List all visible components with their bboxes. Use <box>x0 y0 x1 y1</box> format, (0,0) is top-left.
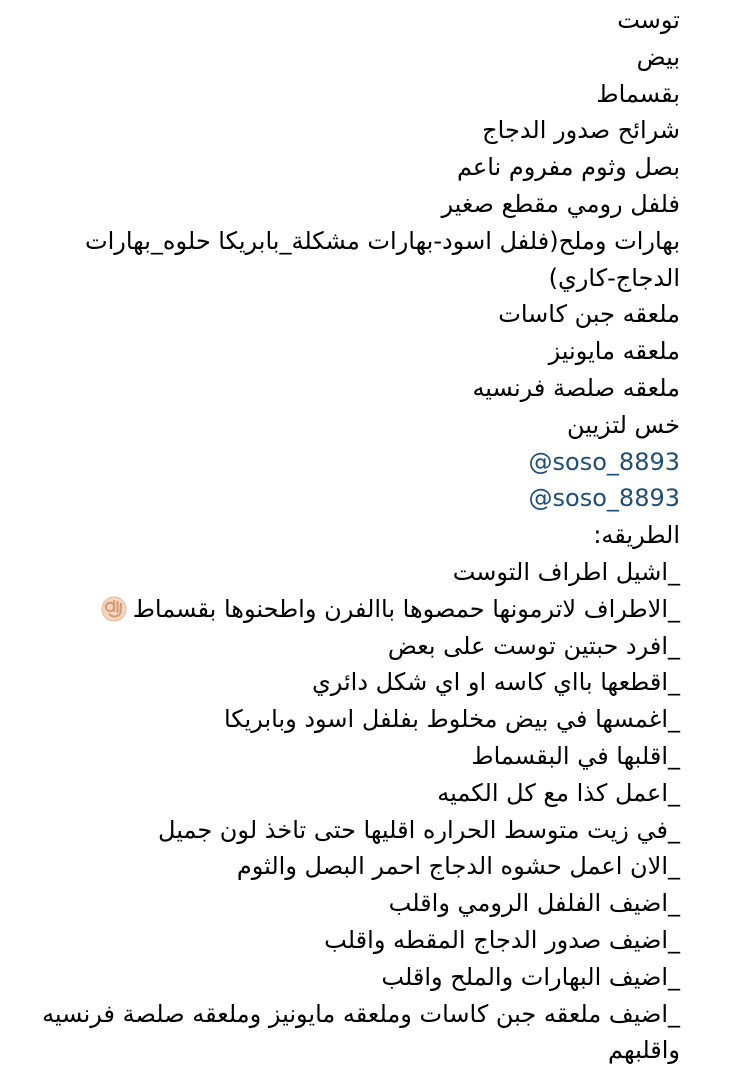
method-step: _الان اعمل حشوه الدجاج احمر البصل والثوم <box>236 852 680 881</box>
method-step: _اضيف الفلفل الرومي واقلب <box>388 889 680 918</box>
ingredient-line: خس لتزيين <box>566 410 680 439</box>
method-step: _اقلبها في البقسماط <box>471 741 680 770</box>
ingredient-line: فلفل رومي مقطع صغير <box>441 189 680 218</box>
ingredient-line: بيض <box>636 42 680 71</box>
ingredient-line: شرائح صدور الدجاج <box>482 116 680 145</box>
method-step: _اقطعها بااي كاسه او اي شكل دائري <box>311 668 680 697</box>
method-step: _اضيف صدور الدجاج المقطه واقلب <box>324 925 680 954</box>
ingredient-line: توست <box>617 6 680 34</box>
method-step: _اعمل كذا مع كل الكميه <box>437 778 680 807</box>
method-step <box>30 591 680 628</box>
ingredient-line: ملعقه جبن كاسات <box>498 300 680 329</box>
ingredient-line: ملعقه مايونيز <box>548 337 680 366</box>
method-step: _اغمسها في بيض مخلوط بفلفل اسود وبابريكا <box>223 705 680 734</box>
method-heading: الطريقه: <box>593 521 680 550</box>
method-step: _اضيف ملعقه جبن كاسات وملعقه مايونيز وملعقه صلصة فرنسيه واقلبهم <box>42 999 680 1065</box>
ingredient-line: بصل وثوم مفروم ناعم <box>456 153 680 182</box>
ingredient-line: ملعقه صلصة فرنسيه <box>472 373 680 402</box>
ingredient-line: بقسماط <box>596 79 680 108</box>
ok-hand-icon <box>101 596 127 622</box>
method-step: _اشيل اطراف التوست <box>452 557 680 586</box>
method-step-text: _الاطراف لاترمونها حمصوها باالفرن واطحنوها بقسماط <box>132 594 680 623</box>
method-step: _في زيت متوسط الحراره اقليها حتى تاخذ لون جميل <box>158 815 680 844</box>
method-step: _اضيف البهارات والملح واقلب <box>381 962 680 991</box>
method-step: _افرد حبتين توست على بعض <box>387 631 680 660</box>
mention-link[interactable]: @soso_8893 <box>528 447 680 476</box>
mention-link[interactable]: @soso_8893 <box>528 484 680 513</box>
ingredient-line-spices: بهارات وملح(فلفل اسود-بهارات مشكلة_بابريكا حلوه_بهارات الدجاج-كاري) <box>85 226 680 292</box>
